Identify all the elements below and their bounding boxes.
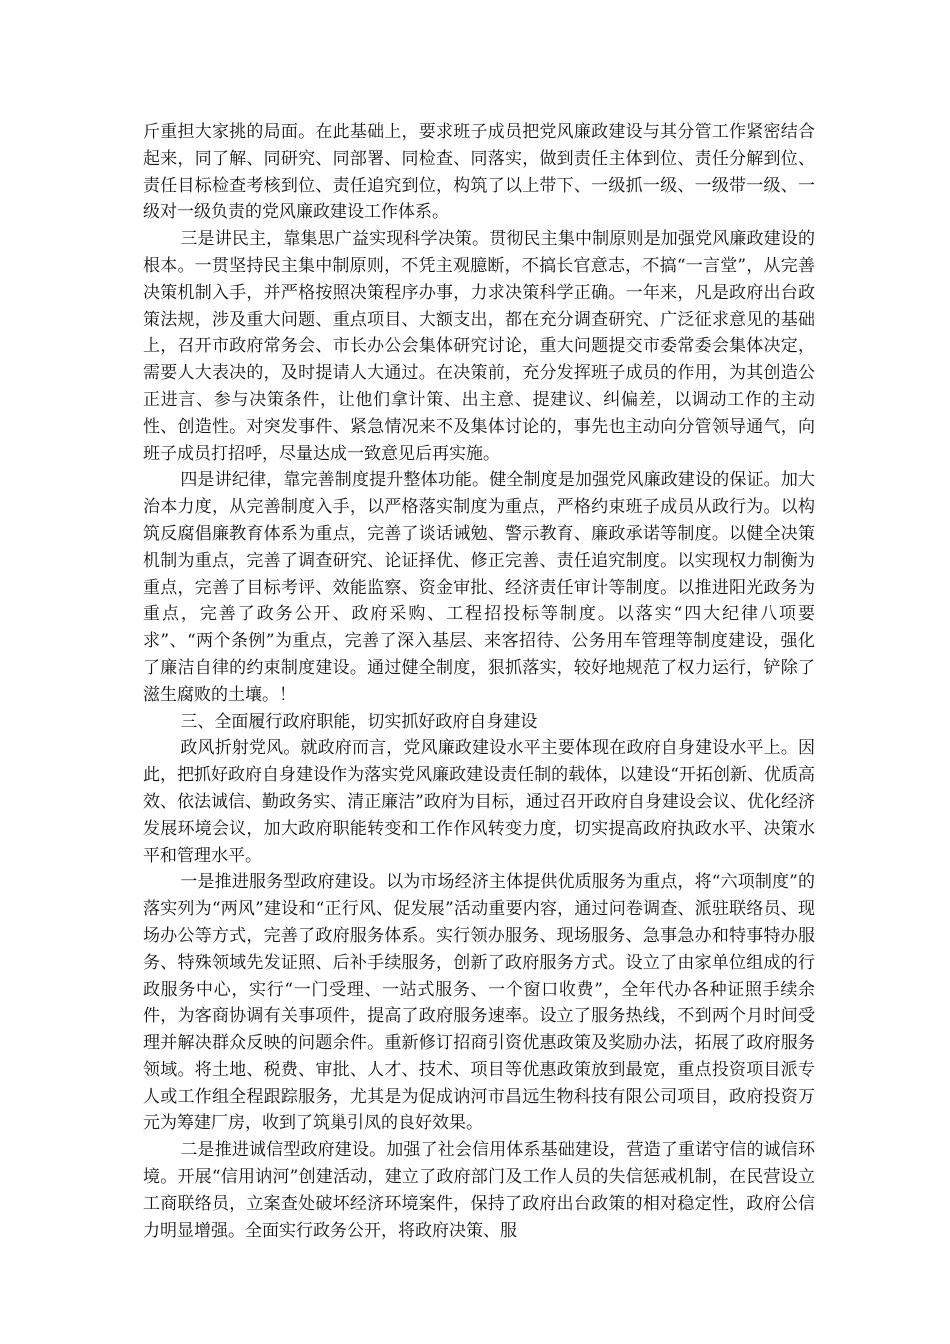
paragraph-integrity-government: 二是推进诚信型政府建设。加强了社会信用体系基础建设，营造了重诺守信的诚信环境。开展“信用讷河”创建活动，建立了政府部门及工作人员的失信惩戒机制，在民营设立工商联络员，立案查处破坏经济环境案件，保持了政府出台政策的相对稳定性，政府公信力明显增强。全面实行政务公开，将政府决策、服	[143, 1140, 815, 1241]
paragraph-continuation: 斤重担大家挑的局面。在此基础上，要求班子成员把党风廉政建设与其分管工作紧密结合起来，同了解、同研究、同部署、同检查、同落实，做到责任主体到位、责任分解到位、责任目标检查考核到位、责任追究到位，构筑了以上带下、一级抓一级、一级带一级、一级对一级负责的党风廉政建设工作体系。	[143, 122, 815, 223]
paragraph-discipline: 四是讲纪律，靠完善制度提升整体功能。健全制度是加强党风廉政建设的保证。加大治本力度，从完善制度入手，以严格落实制度为重点，严格约束班子成员从政行为。以构筑反腐倡廉教育体系为重点，完善了谈话诫勉、警示教育、廉政承诺等制度。以健全决策机制为重点，完善了调查研究、论证择优、修正完善、责任追究制度。以实现权力制衡为重点，完善了目标考评、效能监察、资金审批、经济责任审计等制度。以推进阳光政务为重点，完善了政务公开、政府采购、工程招投标等制度。以落实“四大纪律八项要求”、“两个条例”为重点，完善了深入基层、来客招待、公务用车管理等制度建设，强化了廉洁自律的约束制度建设。通过健全制度，狠抓落实，较好地规范了权力运行，铲除了滋生腐败的土壤。！	[143, 470, 815, 705]
section-heading: 三、全面履行政府职能，切实抓好政府自身建设	[180, 711, 538, 732]
paragraph-government-style: 政风折射党风。就政府而言，党风廉政建设水平主要体现在政府自身建设水平上。因此，把抓好政府自身建设作为落实党风廉政建设责任制的载体，以建设“开拓创新、优质高效、依法诚信、勤政务实、清正廉洁”政府为目标，通过召开政府自身建设会议、优化经济发展环境会议，加大政府职能转变和工作作风转变力度，切实提高政府执政水平、决策水平和管理水平。	[143, 738, 815, 866]
paragraph-democracy: 三是讲民主，靠集思广益实现科学决策。贯彻民主集中制原则是加强党风廉政建设的根本。一贯坚持民主集中制原则，不凭主观臆断，不搞长官意志，不搞“一言堂”，从完善决策机制入手，并严格按照决策程序办事，力求决策科学正确。一年来，凡是政府出台政策法规，涉及重大问题、重点项目、大额支出，都在充分调查研究、广泛征求意见的基础上，召开市政府常务会、市长办公会集体研究讨论，重大问题提交市委常委会集体决定，需要人大表决的，及时提请人大通过。在决策前，充分发挥班子成员的作用，为其创造公正进言、参与决策条件，让他们拿计策、出主意、提建议、纠偏差，以调动工作的主动性、创造性。对突发事件、紧急情况来不及集体讨论的，事先也主动向分管领导通气，向班子成员打招呼，尽量达成一致意见后再实施。	[143, 229, 815, 464]
paragraph-service-government: 一是推进服务型政府建设。以为市场经济主体提供优质服务为重点，将“六项制度”的落实列为“两风”建设和“正行风、促发展”活动重要内容，通过问卷调查、派驻联络员、现场办公等方式，完善了政府服务体系。实行领办服务、现场服务、急事急办和特事特办服务、特殊领域先发证照、后补手续服务，创新了政府服务方式。设立了由家单位组成的行政服务中心，实行“一门受理、一站式服务、一个窗口收费”，全年代办各种证照手续余件，为客商协调有关事项件，提高了政府服务速率。设立了服务热线，不到两个月时间受理并解决群众反映的问题余件。重新修订招商引资优惠政策及奖励办法，拓展了政府服务领域。将土地、税费、审批、人才、技术、项目等优惠政策放到最宽，重点投资项目派专人或工作组全程跟踪服务，尤其是为促成讷河市昌远生物科技有限公司项目，政府投资万元为筹建厂房，收到了筑巢引凤的良好效果。	[143, 872, 815, 1134]
document-page	[143, 119, 815, 1244]
